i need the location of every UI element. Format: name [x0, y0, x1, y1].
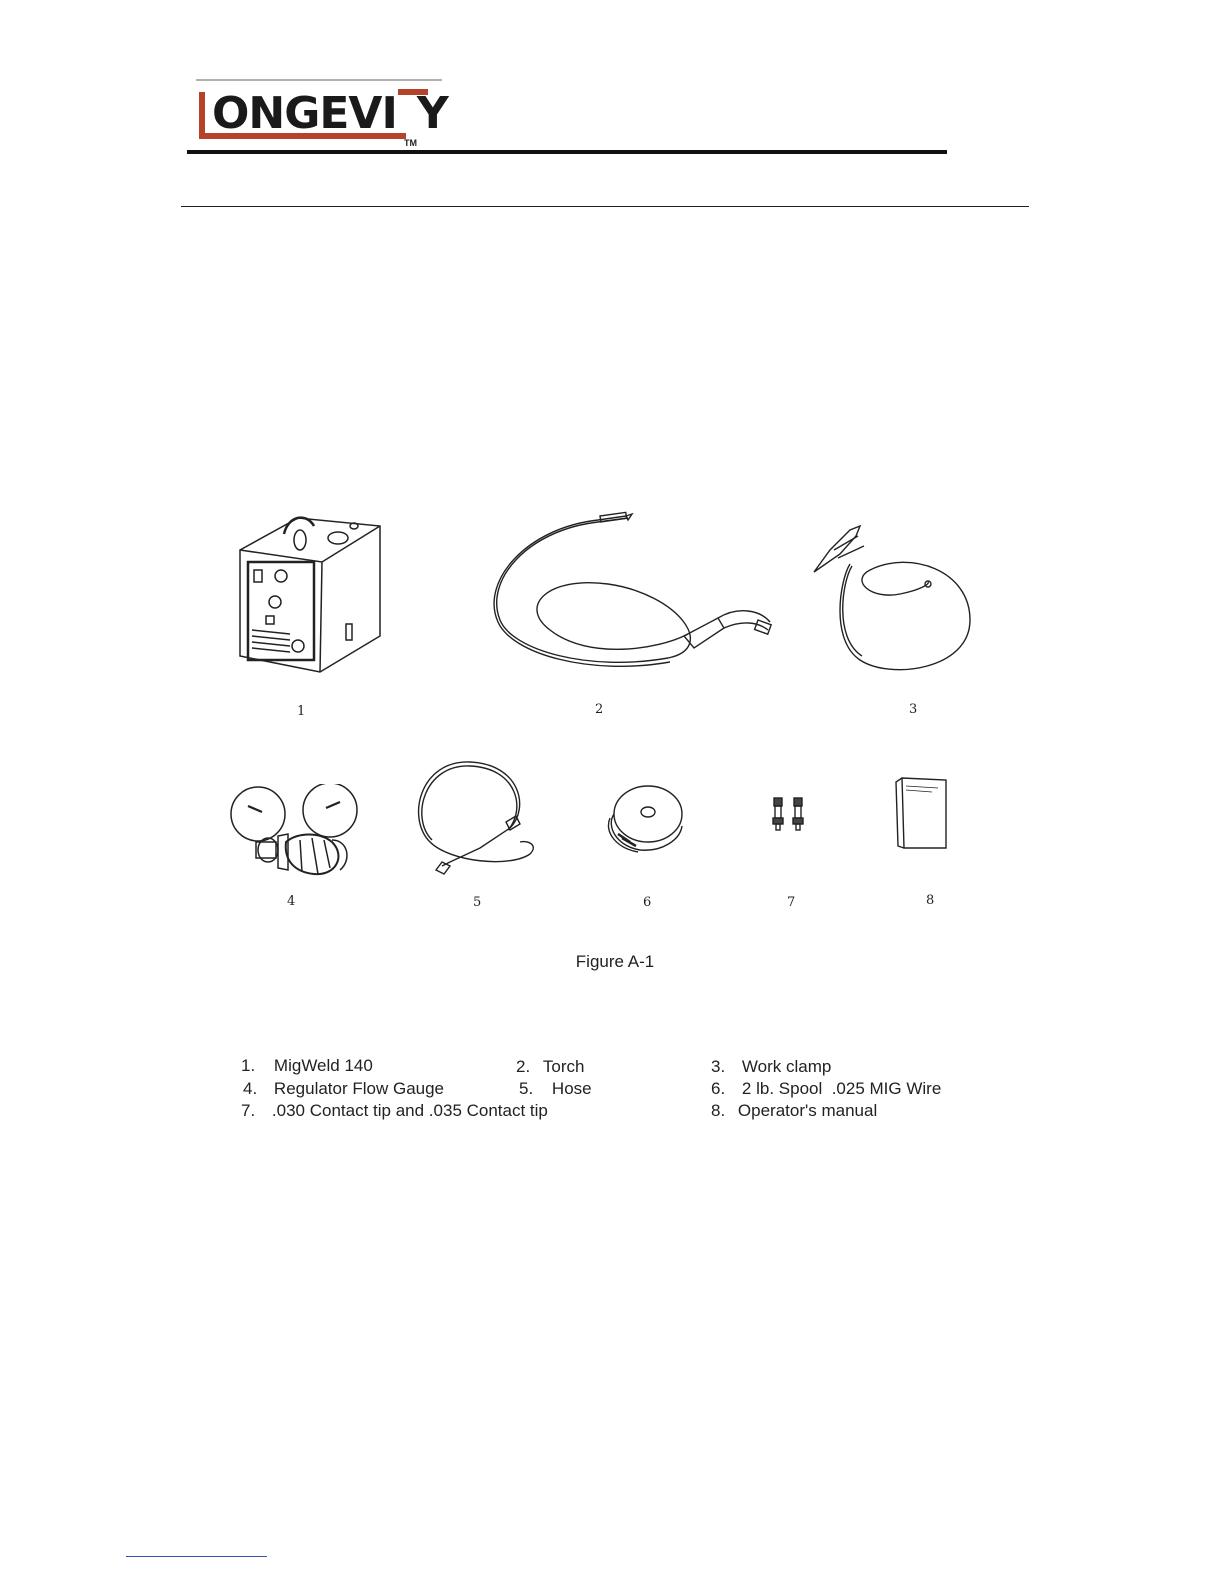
- legend-item-5: [519, 1079, 592, 1099]
- legend-item-7: [241, 1101, 548, 1121]
- regulator-gauge-icon: [228, 784, 364, 880]
- legend-number: 7.: [241, 1101, 256, 1120]
- item-number-3: 3: [909, 702, 918, 717]
- legend-number: 2.: [516, 1057, 531, 1076]
- legend-label: 2 lb. Spool .025 MIG Wire: [741, 1079, 942, 1098]
- legend-item-4: [243, 1079, 444, 1099]
- work-clamp-icon: [810, 520, 980, 680]
- legend-label: Operator's manual: [737, 1101, 878, 1120]
- longevity-logo: [196, 78, 448, 148]
- item-number-5: 5: [473, 895, 482, 910]
- item-number-1: 1: [297, 704, 306, 719]
- wire-spool-icon: [600, 782, 690, 854]
- item-number-8: 8: [926, 893, 935, 908]
- legend-item-8: [711, 1101, 877, 1121]
- figure-caption: Figure A-1: [575, 952, 655, 971]
- legend-item-6: [711, 1079, 941, 1099]
- legend-label: Work clamp: [741, 1057, 832, 1076]
- legend-item-1: [241, 1056, 373, 1076]
- legend-label: Torch: [542, 1057, 585, 1076]
- legend-number: 4.: [243, 1079, 258, 1098]
- footer-link-underline[interactable]: [126, 1556, 267, 1557]
- legend-number: 3.: [711, 1057, 726, 1076]
- legend-label: MigWeld 140: [273, 1056, 373, 1075]
- legend-number: 5.: [519, 1079, 534, 1098]
- section-rule: [181, 206, 1029, 207]
- legend-item-3: [711, 1057, 831, 1077]
- header-rule: [187, 150, 947, 154]
- hose-icon: [410, 758, 540, 878]
- legend-number: 1.: [241, 1056, 256, 1075]
- contact-tips-icon: [770, 796, 810, 836]
- item-number-2: 2: [595, 702, 604, 717]
- legend-number: 8.: [711, 1101, 726, 1120]
- legend-label: Regulator Flow Gauge: [273, 1079, 445, 1098]
- legend-item-2: [516, 1057, 585, 1077]
- legend-label: Hose: [551, 1079, 592, 1098]
- item-number-4: 4: [287, 894, 296, 909]
- legend-number: 6.: [711, 1079, 726, 1098]
- welder-machine-icon: [228, 506, 392, 676]
- legend-label: .030 Contact tip and .035 Contact tip: [271, 1101, 548, 1120]
- logo-trademark: TM: [404, 138, 417, 148]
- manual-icon: [888, 772, 952, 852]
- logo-text: ONGEVI Y: [212, 88, 448, 139]
- mig-torch-icon: [488, 510, 788, 680]
- item-number-7: 7: [787, 895, 796, 910]
- item-number-6: 6: [643, 895, 652, 910]
